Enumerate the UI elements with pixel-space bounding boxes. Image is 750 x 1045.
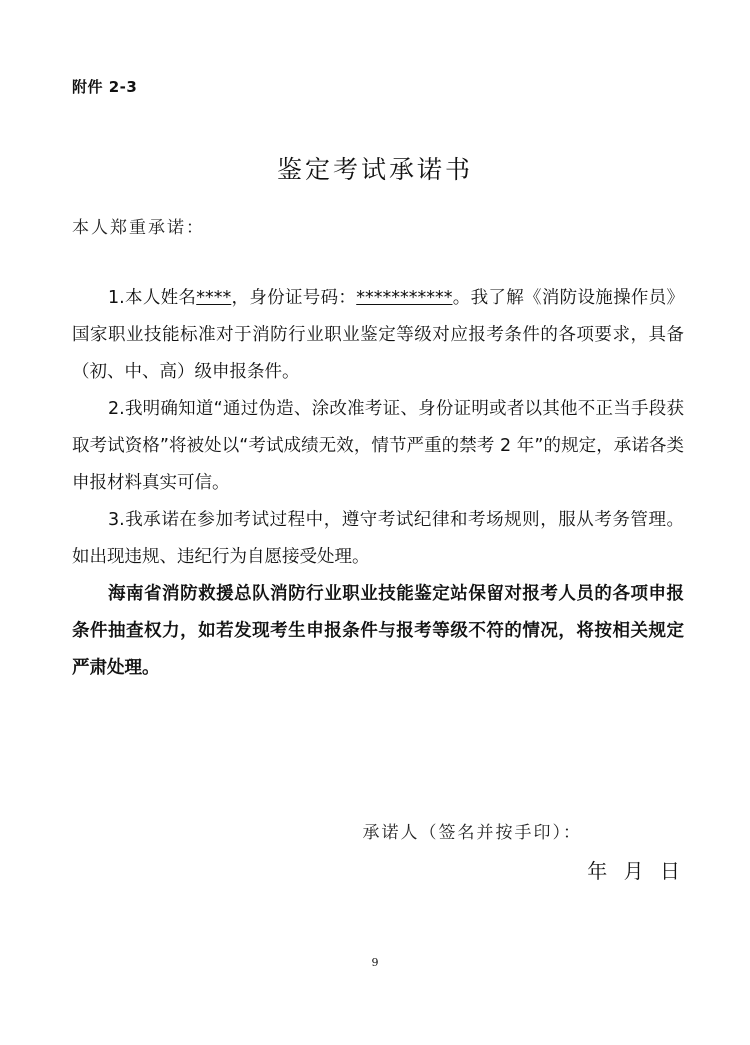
item1-suffix: 。我了解《消防设施操作员》国家职业技能标准对于消防行业职业鉴定等级对应报考条件的各项要求，具备（初、中、高）级申报条件。 xyxy=(72,288,685,382)
signer-label: 承诺人（签名并按手印）： xyxy=(362,823,582,843)
commitment-item-1 xyxy=(72,280,684,391)
page-number: 9 xyxy=(371,956,379,969)
intro-line: 本人郑重承诺： xyxy=(72,218,205,238)
item1-mid: ，身份证号码： xyxy=(231,288,357,308)
commitment-item-2: 2.我明确知道“通过伪造、涂改准考证、身份证明或者以其他不正当手段获取考试资格”将被处以“考试成绩无效，情节严重的禁考 2 年”的规定，承诺各类申报材料真实可信。 xyxy=(72,399,684,493)
commitment-body xyxy=(72,280,684,687)
date-label: 年 月 日 xyxy=(587,859,680,883)
commitment-item-3: 3.我承诺在参加考试过程中，遵守考试纪律和考场规则，服从考务管理。如出现违规、违纪行为自愿接受处理。 xyxy=(72,510,684,567)
item1-prefix: 1.本人姓名 xyxy=(108,288,197,308)
id-number-field: *********** xyxy=(356,288,453,308)
notice-paragraph: 海南省消防救援总队消防行业职业技能鉴定站保留对报考人员的各项申报条件抽查权力，如若发现考生申报条件与报考等级不符的情况，将按相关规定严肃处理。 xyxy=(72,584,684,678)
name-field: **** xyxy=(196,288,232,308)
document-title: 鉴定考试承诺书 xyxy=(276,155,473,184)
attachment-label: 附件 2-3 xyxy=(72,78,138,96)
